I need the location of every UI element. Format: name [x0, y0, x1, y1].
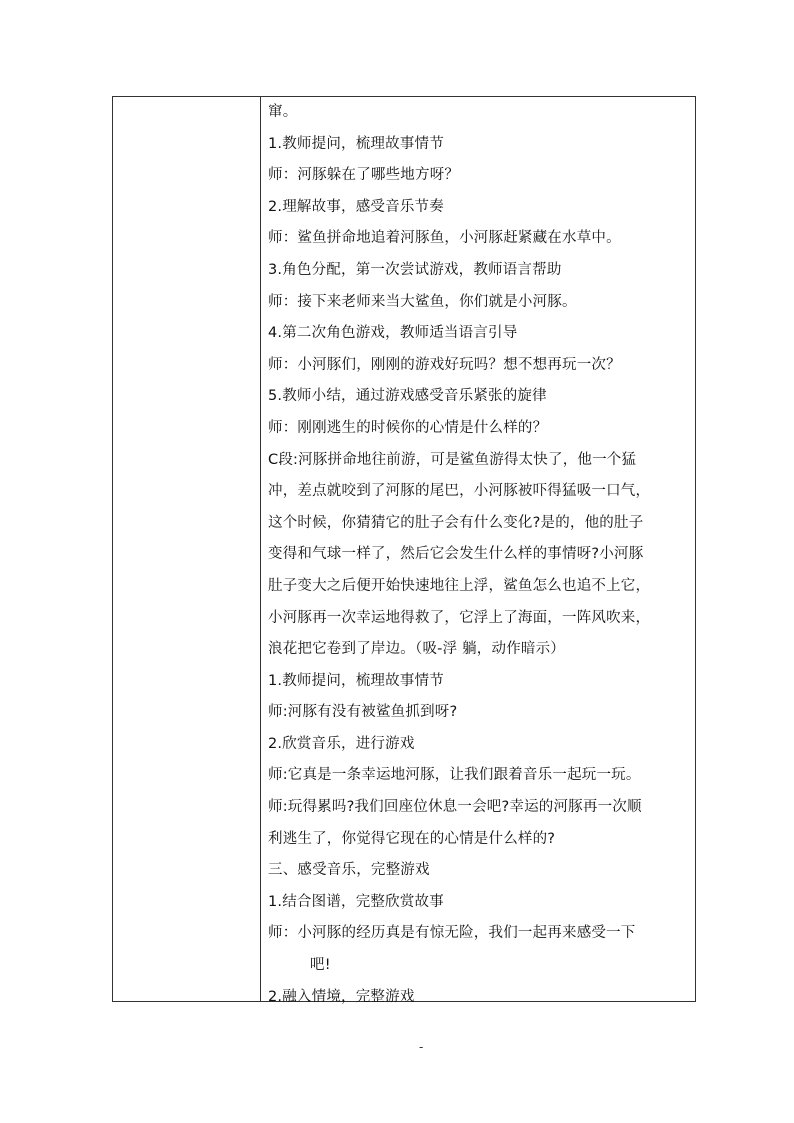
- text-line: 2.融入情境，完整游戏: [268, 988, 415, 1005]
- text-line: 肚子变大之后便开始快速地往上浮，鲨鱼怎么也追不上它，: [268, 577, 651, 594]
- text-line: 1.教师提问，梳理故事情节: [268, 135, 444, 152]
- text-line: C段:河豚拼命地往前游，可是鲨鱼游得太快了，他一个猛: [268, 451, 637, 468]
- text-line: 1.结合图谱，完整欣赏故事: [268, 893, 444, 910]
- text-line: 2.欣赏音乐，进行游戏: [268, 735, 415, 752]
- text-line: 2.理解故事，感受音乐节奏: [268, 198, 444, 215]
- text-line: 利逃生了，你觉得它现在的心情是什么样的?: [268, 830, 556, 847]
- text-line: 师：刚刚逃生的时候你的心情是什么样的？: [268, 419, 548, 436]
- text-line: 吧!: [310, 957, 331, 974]
- text-line: 1.教师提问，梳理故事情节: [268, 672, 444, 689]
- column-divider: [260, 97, 261, 1001]
- text-line: 4.第二次角色游戏，教师适当语言引导: [268, 325, 518, 342]
- text-line: 师：接下来老师来当大鲨鱼，你们就是小河豚。: [268, 293, 577, 310]
- text-line: 师:玩得累吗?我们回座位休息一会吧?幸运的河豚再一次顺: [268, 799, 642, 816]
- page-footer-mark: -: [419, 1040, 424, 1054]
- text-line: 变得和气球一样了，然后它会发生什么样的事情呀?小河豚: [268, 546, 644, 563]
- text-line: 这个时候，你猜猜它的肚子会有什么变化?是的，他的肚子: [268, 514, 644, 531]
- text-line: 5.教师小结，通过游戏感受音乐紧张的旋律: [268, 388, 547, 405]
- section-heading: 三、感受音乐，完整游戏: [268, 862, 430, 879]
- text-line: 师:它真是一条幸运地河豚，让我们跟着音乐一起玩一玩。: [268, 767, 641, 784]
- text-line: 师:河豚有没有被鲨鱼抓到呀?: [268, 704, 458, 721]
- text-line: 师：鲨鱼拼命地追着河豚鱼，小河豚赶紧藏在水草中。: [268, 230, 621, 247]
- text-line: 小河豚再一次幸运地得救了，它浮上了海面，一阵风吹来，: [268, 609, 651, 626]
- lesson-content: [268, 97, 688, 1013]
- text-line: 浪花把它卷到了岸边。（吸-浮 躺，动作暗示）: [268, 641, 565, 658]
- text-line: 冲，差点就咬到了河豚的尾巴，小河豚被吓得猛吸一口气，: [268, 483, 651, 500]
- lesson-table: [112, 96, 696, 1005]
- text-line: 师：小河豚们，刚刚的游戏好玩吗？想不想再玩一次？: [268, 356, 621, 373]
- text-line: 窜。: [268, 104, 298, 120]
- text-line: 3.角色分配，第一次尝试游戏，教师语言帮助: [268, 261, 562, 278]
- text-line: 师：河豚躲在了哪些地方呀？: [268, 167, 460, 184]
- text-line: 师：小河豚的经历真是有惊无险，我们一起再来感受一下: [268, 925, 636, 942]
